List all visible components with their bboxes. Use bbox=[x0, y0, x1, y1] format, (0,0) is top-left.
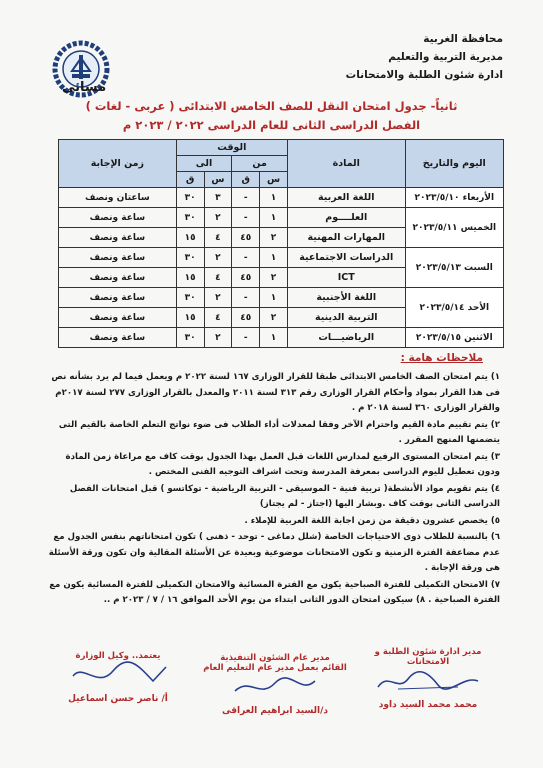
date-cell: السبت ٢٠٢٣/٥/١٣ bbox=[405, 248, 503, 288]
table-row bbox=[59, 288, 504, 308]
from-hour-cell: ٢ bbox=[260, 268, 288, 288]
duration-cell: ساعتان ونصف bbox=[59, 188, 177, 208]
header-to-minute: ق bbox=[176, 172, 204, 188]
date-cell: الأحد ٢٠٢٣/٥/١٤ bbox=[405, 288, 503, 328]
signature-name: أ/ ناصر حسن اسماعيل bbox=[68, 694, 168, 704]
department-line: ادارة شئون الطلبة والامتحانات bbox=[345, 69, 503, 81]
header-subject: المادة bbox=[287, 140, 405, 188]
subject-cell: ICT bbox=[287, 268, 405, 288]
subject-cell: اللغة الأجنبية bbox=[287, 288, 405, 308]
header-from: من bbox=[232, 156, 288, 172]
duration-cell: ساعة ونصف bbox=[59, 268, 177, 288]
notes-list bbox=[48, 370, 500, 610]
from-minute-cell: ٤٥ bbox=[232, 228, 260, 248]
note-item: ٥) يخصص عشرون دقيقة من زمن اجابة اللغة العربية للإملاء . bbox=[244, 515, 500, 526]
duration-cell: ساعة ونصف bbox=[59, 228, 177, 248]
note-item: ٤) يتم تقويم مواد الأنشطة( تربية فنية - الموسيقى - التربية الرياضية - توكاتسو ) قبل امتحانات الفصل الدراسى الثانى بوقت كاف .وبشار اليها (اجتاز - لم يجتاز) bbox=[69, 483, 500, 509]
header-to-hour: س bbox=[204, 172, 232, 188]
from-hour-cell: ١ bbox=[260, 188, 288, 208]
to-hour-cell: ٤ bbox=[204, 228, 232, 248]
directorate-line: مديرية التربية والتعليم bbox=[388, 51, 503, 63]
table-row bbox=[59, 188, 504, 208]
from-minute-cell: - bbox=[232, 208, 260, 228]
schedule-subtitle: الفصل الدراسى الثانى للعام الدراسى ٢٠٢٢ / ٢٠٢٣ م bbox=[122, 118, 421, 132]
handwritten-signature-icon bbox=[368, 667, 488, 697]
header-from-hour: س bbox=[260, 172, 288, 188]
to-minute-cell: ٣٠ bbox=[176, 328, 204, 348]
subject-cell: الدراسات الاجتماعية bbox=[287, 248, 405, 268]
subject-cell: المهارات المهنية bbox=[287, 228, 405, 248]
governorate-line: محافظة الغربية bbox=[423, 33, 503, 45]
to-hour-cell: ٢ bbox=[204, 248, 232, 268]
table-row bbox=[59, 328, 504, 348]
table-row bbox=[59, 208, 504, 228]
date-cell: الخميس ٢٠٢٣/٥/١١ bbox=[405, 208, 503, 248]
header-duration: زمن الإجابة bbox=[59, 140, 177, 188]
duration-cell: ساعة ونصف bbox=[59, 208, 177, 228]
to-hour-cell: ٢ bbox=[204, 328, 232, 348]
from-minute-cell: - bbox=[232, 248, 260, 268]
to-hour-cell: ٢ bbox=[204, 208, 232, 228]
to-hour-cell: ٤ bbox=[204, 268, 232, 288]
note-item: ٣) يتم امتحان المستوى الرفيع لمدارس اللغات قبل العمل بهذا الجدول بوقت كاف مع مراعاة زمن المادة ودون تعطيل لليوم الدراسى بمعرفة المدرسة وتحت اشراف التوجيه الفنى المختص . bbox=[65, 451, 500, 477]
to-hour-cell: ٣ bbox=[204, 188, 232, 208]
logo-label: مسائى bbox=[62, 80, 107, 95]
from-minute-cell: - bbox=[232, 188, 260, 208]
note-item: ١) يتم امتحان الصف الخامس الابتدائى طبقا للقرار الوزارى ١٦٧ لسنة ٢٠٢٢ م ويعمل فيما لم يرد بشأنه نص فى هذا القرار بمواد وأحكام القرار الوزارى رقم ٣١٣ لسنة ٢٠١١ والمعدل بالقرار الوزارى ٢٧٧ لسنة ٢٠١٧م والقرار الوزارى ٣٦٠ لسنة ٢٠١٨ م . bbox=[51, 372, 500, 413]
header-to: الى bbox=[176, 156, 232, 172]
signature-role-secondary: القائم بعمل مدير عام التعليم العام bbox=[203, 663, 347, 673]
from-minute-cell: ٤٥ bbox=[232, 268, 260, 288]
signature-block-center bbox=[200, 653, 350, 716]
signature-name: محمد محمد السيد داود bbox=[378, 700, 478, 710]
handwritten-signature-icon bbox=[215, 673, 335, 703]
from-hour-cell: ١ bbox=[260, 288, 288, 308]
date-cell: الأربعاء ٢٠٢٣/٥/١٠ bbox=[405, 188, 503, 208]
header-day-date: اليوم والتاريخ bbox=[405, 140, 503, 188]
signature-role: يعتمد.. وكيل الوزارة bbox=[75, 651, 161, 661]
exam-schedule-table bbox=[58, 139, 504, 348]
signature-block-right bbox=[353, 647, 503, 710]
to-hour-cell: ٢ bbox=[204, 288, 232, 308]
to-minute-cell: ١٥ bbox=[176, 308, 204, 328]
date-cell: الاثنين ٢٠٢٣/٥/١٥ bbox=[405, 328, 503, 348]
schedule-title: ثانياً- جدول امتحان النقل للصف الخامس الابتدائى ( عربى - لغات ) bbox=[85, 99, 458, 113]
duration-cell: ساعة ونصف bbox=[59, 308, 177, 328]
from-hour-cell: ٢ bbox=[260, 228, 288, 248]
organization-header bbox=[346, 30, 503, 84]
subject-cell: العلــــوم bbox=[287, 208, 405, 228]
note-item: ٧) الامتحان التكميلى للفترة الصباحية يكون مع الفترة المسائية والامتحان التكميلى للفترة المسائية يكون مع الفترة الصباحية . ٨) سيكون امتحان الدور الثانى ابتداء من يوم الأحد الموافق ١٦ / ٧ / ٢٠٢٣ م .. bbox=[49, 579, 500, 605]
duration-cell: ساعة ونصف bbox=[59, 288, 177, 308]
duration-cell: ساعة ونصف bbox=[59, 248, 177, 268]
signature-name: د/السيد ابراهيم العراقى bbox=[221, 706, 328, 716]
duration-cell: ساعة ونصف bbox=[59, 328, 177, 348]
subject-cell: اللغة العربية bbox=[287, 188, 405, 208]
from-hour-cell: ١ bbox=[260, 208, 288, 228]
from-hour-cell: ١ bbox=[260, 248, 288, 268]
signature-role: مدير ادارة شئون الطلبة و الامتحانات bbox=[374, 647, 482, 667]
handwritten-signature-icon bbox=[58, 661, 178, 691]
from-minute-cell: - bbox=[232, 288, 260, 308]
from-hour-cell: ١ bbox=[260, 328, 288, 348]
header-time: الوقت bbox=[176, 140, 287, 156]
to-minute-cell: ١٥ bbox=[176, 228, 204, 248]
from-minute-cell: - bbox=[232, 328, 260, 348]
subject-cell: التربية الدينية bbox=[287, 308, 405, 328]
to-minute-cell: ٣٠ bbox=[176, 188, 204, 208]
to-minute-cell: ١٥ bbox=[176, 268, 204, 288]
notes-title: ملاحظات هامة : bbox=[400, 352, 483, 364]
to-minute-cell: ٣٠ bbox=[176, 288, 204, 308]
signature-block-left bbox=[48, 651, 188, 704]
note-item: ٦) بالنسبة للطلاب ذوى الاحتياجات الخاصة (شلل دماغى - توحد - ذهنى ) تكون امتحاناتهم بنفس الجدول مع عدم مضاعفة الفترة الزمنية و تكون الامتحانات موضوعية وبعيدة عن الأسئلة المقالية وان تكون ورقة الأسئلة هى ورقة الإجابة . bbox=[48, 532, 500, 573]
from-hour-cell: ٢ bbox=[260, 308, 288, 328]
subject-cell: الرياضيـــات bbox=[287, 328, 405, 348]
header-from-minute: ق bbox=[232, 172, 260, 188]
to-minute-cell: ٣٠ bbox=[176, 248, 204, 268]
from-minute-cell: ٤٥ bbox=[232, 308, 260, 328]
table-row bbox=[59, 248, 504, 268]
to-hour-cell: ٤ bbox=[204, 308, 232, 328]
signature-role: مدير عام الشئون التنفيذية bbox=[220, 653, 330, 663]
to-minute-cell: ٣٠ bbox=[176, 208, 204, 228]
note-item: ٢) يتم تقييم مادة القيم واحترام الآخر وفقا لمعدلات أداء الطلاب فى ضوء نواتج التعلم الخاصة بالقيم التى يتضمنها المنهج المقرر . bbox=[58, 419, 500, 445]
